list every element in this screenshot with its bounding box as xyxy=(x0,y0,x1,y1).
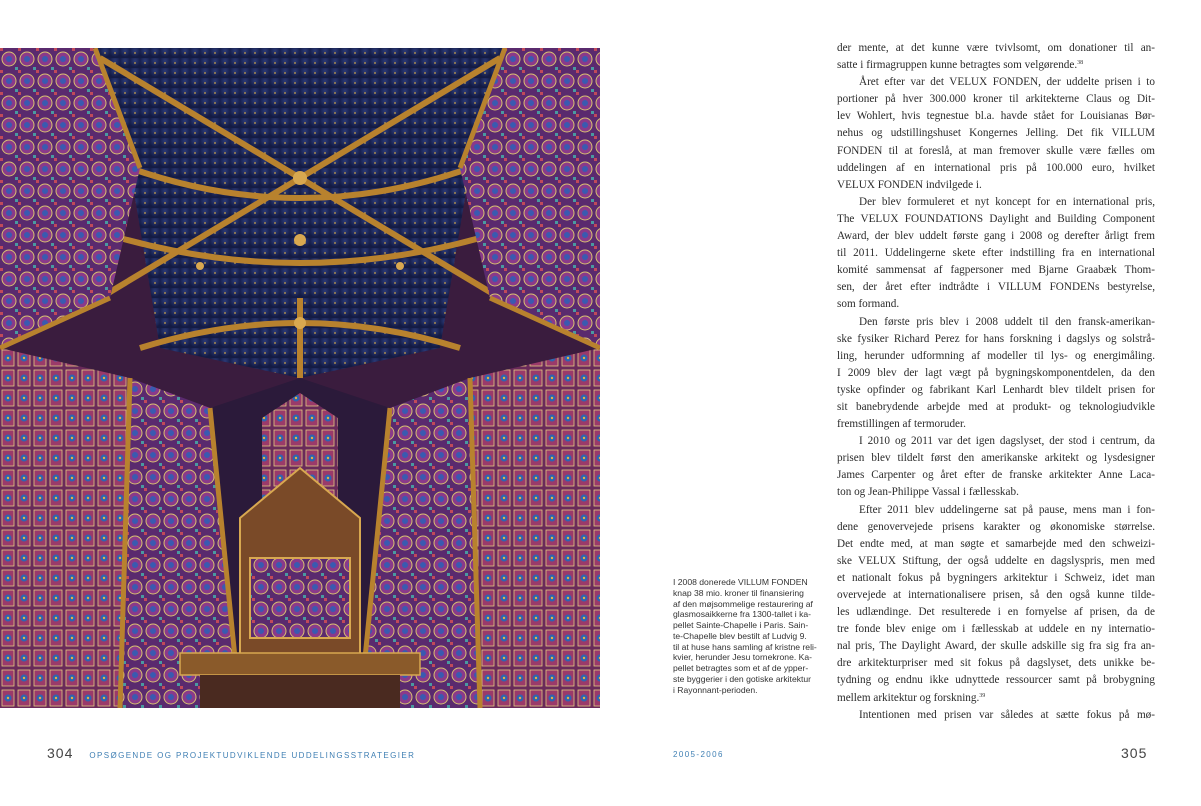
body-line xyxy=(837,143,1155,160)
body-line-text: ling, herunder udformning af modeller til lys- og energimåling. xyxy=(837,349,1155,362)
body-line xyxy=(837,262,1155,279)
body-line xyxy=(837,91,1155,108)
body-line xyxy=(837,314,1155,331)
body-line-text: tre fonde blev enige om i fællesskab at uddele en ny internatio- xyxy=(837,623,1155,636)
body-line xyxy=(837,604,1155,621)
running-head: OPSØGENDE OG PROJEKTUDVIKLENDE UDDELINGSSTRATEGIER xyxy=(89,751,416,760)
footnote-ref: 39 xyxy=(979,692,986,699)
body-line-text: der mente, at det kunne være tvivlsomt, om donationer til an- xyxy=(837,42,1155,54)
body-line-text: som formand. xyxy=(837,298,900,311)
body-line-text: Der blev formuleret et nyt koncept for en international pris, xyxy=(859,195,1155,208)
body-line-text: uddelingen af en international pris på 100.000 euro, hvilket xyxy=(837,161,1155,174)
body-line xyxy=(837,279,1155,296)
body-line-text: portioner på hver 300.000 kroner til arkitekterne Claus og Dit- xyxy=(837,93,1155,106)
body-line xyxy=(837,74,1155,91)
body-line xyxy=(837,416,1155,433)
body-line xyxy=(837,125,1155,142)
body-line xyxy=(837,194,1155,211)
footnote-ref: 38 xyxy=(1077,60,1084,67)
body-line xyxy=(837,399,1155,416)
caption-line: i Rayonnant-perioden. xyxy=(673,684,758,695)
caption-line: pellet betragtes som et af de ypper- xyxy=(673,663,809,673)
caption-line: af den møjsommelige restaurering af xyxy=(673,598,813,609)
body-line-text: James Carpenter og året efter de franske arkitekter Anne Laca- xyxy=(837,469,1155,482)
page-number-right: 305 xyxy=(1121,745,1148,761)
body-line-text: sit banebrydende arbejde med at produkt- og teknologiudvikle xyxy=(837,400,1155,413)
photo-caption xyxy=(673,577,829,695)
body-line xyxy=(837,433,1155,450)
caption-line: glasmosaikkerne fra 1300-tallet i ka- xyxy=(673,609,812,620)
caption-line: I 2008 donerede VILLUM FONDEN xyxy=(673,577,808,587)
body-line xyxy=(837,587,1155,604)
body-line xyxy=(837,177,1155,194)
body-line-text: nehus og udstillingshuset Kongernes Jelling. Det fik VILLUM xyxy=(837,127,1155,140)
body-line-text: VELUX FONDEN indvilgede i. xyxy=(837,178,982,191)
body-line-text: tyske opfinder og fabrikant Karl Lenhardt blev tildelt prisen for xyxy=(837,383,1155,396)
body-line-text: prisen blev tildelt først den amerikanske arkitekt og lysdesigner xyxy=(837,452,1155,465)
caption-line: kvier, herunder Jesu tornekrone. Ka- xyxy=(673,652,813,663)
body-line xyxy=(837,245,1155,262)
body-line-text: til 2011. Uddelingerne skete efter indstilling fra en international xyxy=(837,247,1155,260)
period-label: 2005-2006 xyxy=(673,750,724,759)
body-line-text: I 2009 blev der lagt vægt på bygningskomponentdelen, da den xyxy=(837,366,1155,379)
body-line-text: tydning og endnu ikke udnyttede ressourcer samt på brobygning xyxy=(837,674,1155,687)
body-line-text: overvejede at internationalisere prisen, så den også kunne tilde- xyxy=(837,589,1155,601)
stained-glass-illustration xyxy=(0,48,600,708)
body-line-text: lev Wohlert, hvis tegnestue bl.a. havde stået for Louisianas Bør- xyxy=(837,110,1155,123)
body-line xyxy=(837,331,1155,348)
body-line xyxy=(837,57,1155,74)
body-line xyxy=(837,467,1155,484)
body-line-text: sen, der året efter indtrådte i VILLUM FONDENs bestyrelse, xyxy=(837,281,1155,294)
body-line xyxy=(837,655,1155,672)
body-line xyxy=(837,519,1155,536)
body-line xyxy=(837,638,1155,655)
body-line-text: Intentionen med prisen var således at sætte fokus på mø- xyxy=(859,708,1155,721)
body-line xyxy=(837,40,1155,57)
body-line-text: et nationalt fokus på bygningers arkitektur i Schweiz, idet man xyxy=(837,571,1155,584)
footer-left xyxy=(47,745,415,763)
body-line-text: nal pris, The Daylight Award, der skulle adskille sig fra sig fra an- xyxy=(837,640,1155,653)
caption-line: til at huse hans samling af kristne reli- xyxy=(673,641,817,652)
body-line-text: ske fysiker Richard Perez for hans forskning i dagslys og solstrå- xyxy=(837,332,1155,345)
body-line xyxy=(837,365,1155,382)
caption-line: te-Chapelle blev bestilt af Ludvig 9. xyxy=(673,630,807,641)
caption-line: ste byggerier i den gotiske arkitektur xyxy=(673,673,812,684)
body-line-text: ske VELUX Stiftung, der også uddelte en dagslyspris, men med xyxy=(837,554,1155,567)
body-line-text: komité sammensat af fagpersoner med Bjarne Graabæk Thom- xyxy=(837,264,1155,277)
body-line xyxy=(837,553,1155,570)
body-line-text: Award, der blev uddelt første gang i 2008 og derefter årligt frem xyxy=(837,230,1155,243)
body-line-text: fremstillingen af termoruder. xyxy=(837,418,966,431)
body-line xyxy=(837,621,1155,638)
body-line xyxy=(837,707,1155,724)
body-line-text: Den første pris blev i 2008 uddelt til den fransk-amerikan- xyxy=(859,315,1155,328)
body-line xyxy=(837,211,1155,228)
body-line-text: dre arkitekturpriser med sit fokus på dagslyset, dets unikke be- xyxy=(837,657,1155,670)
caption-line: pellet Sainte-Chapelle i Paris. Sain- xyxy=(673,620,809,630)
caption-line: knap 38 mio. kroner til finansiering xyxy=(673,587,804,598)
body-line xyxy=(837,296,1155,313)
body-line xyxy=(837,450,1155,467)
body-line xyxy=(837,382,1155,399)
body-line xyxy=(837,228,1155,245)
body-line xyxy=(837,348,1155,365)
body-line xyxy=(837,108,1155,125)
body-line xyxy=(837,536,1155,553)
body-line xyxy=(837,690,1155,707)
body-line-text: Efter 2011 blev uddelingerne sat på pause, mens man i fon- xyxy=(859,503,1155,516)
body-text-column xyxy=(837,40,1155,724)
body-line-text: The VELUX FOUNDATIONS Daylight and Building Component xyxy=(837,212,1155,225)
body-line-text: dene genovervejede prisens karakter og økonomiske størrelse. xyxy=(837,520,1155,533)
body-line xyxy=(837,502,1155,519)
body-line xyxy=(837,570,1155,587)
page-number-left: 304 xyxy=(47,745,74,761)
body-line xyxy=(837,160,1155,177)
body-line-text: Det endte med, at man søgte et samarbejde med den schweizi- xyxy=(837,537,1155,550)
body-line-text: FONDEN til at foreslå, at man fremover skulle være fælles om xyxy=(837,144,1155,157)
body-line xyxy=(837,484,1155,501)
body-line-text: Året efter var det VELUX FONDEN, der uddelte prisen i to xyxy=(859,76,1155,89)
body-line xyxy=(837,672,1155,689)
body-line-text: mellem arkitektur og forskning. xyxy=(837,691,980,704)
body-line-text: satte i firmagruppen kunne betragtes som velgørende. xyxy=(837,59,1078,72)
body-line-text: I 2010 og 2011 var det igen dagslyset, der stod i centrum, da xyxy=(859,435,1155,448)
body-line-text: ton og Jean-Philippe Vassal i fællesskab. xyxy=(837,486,1019,499)
chapel-photo xyxy=(0,48,600,708)
body-line-text: les udlændinge. Det resulterede i en fornyelse af prisen, da de xyxy=(837,606,1155,619)
